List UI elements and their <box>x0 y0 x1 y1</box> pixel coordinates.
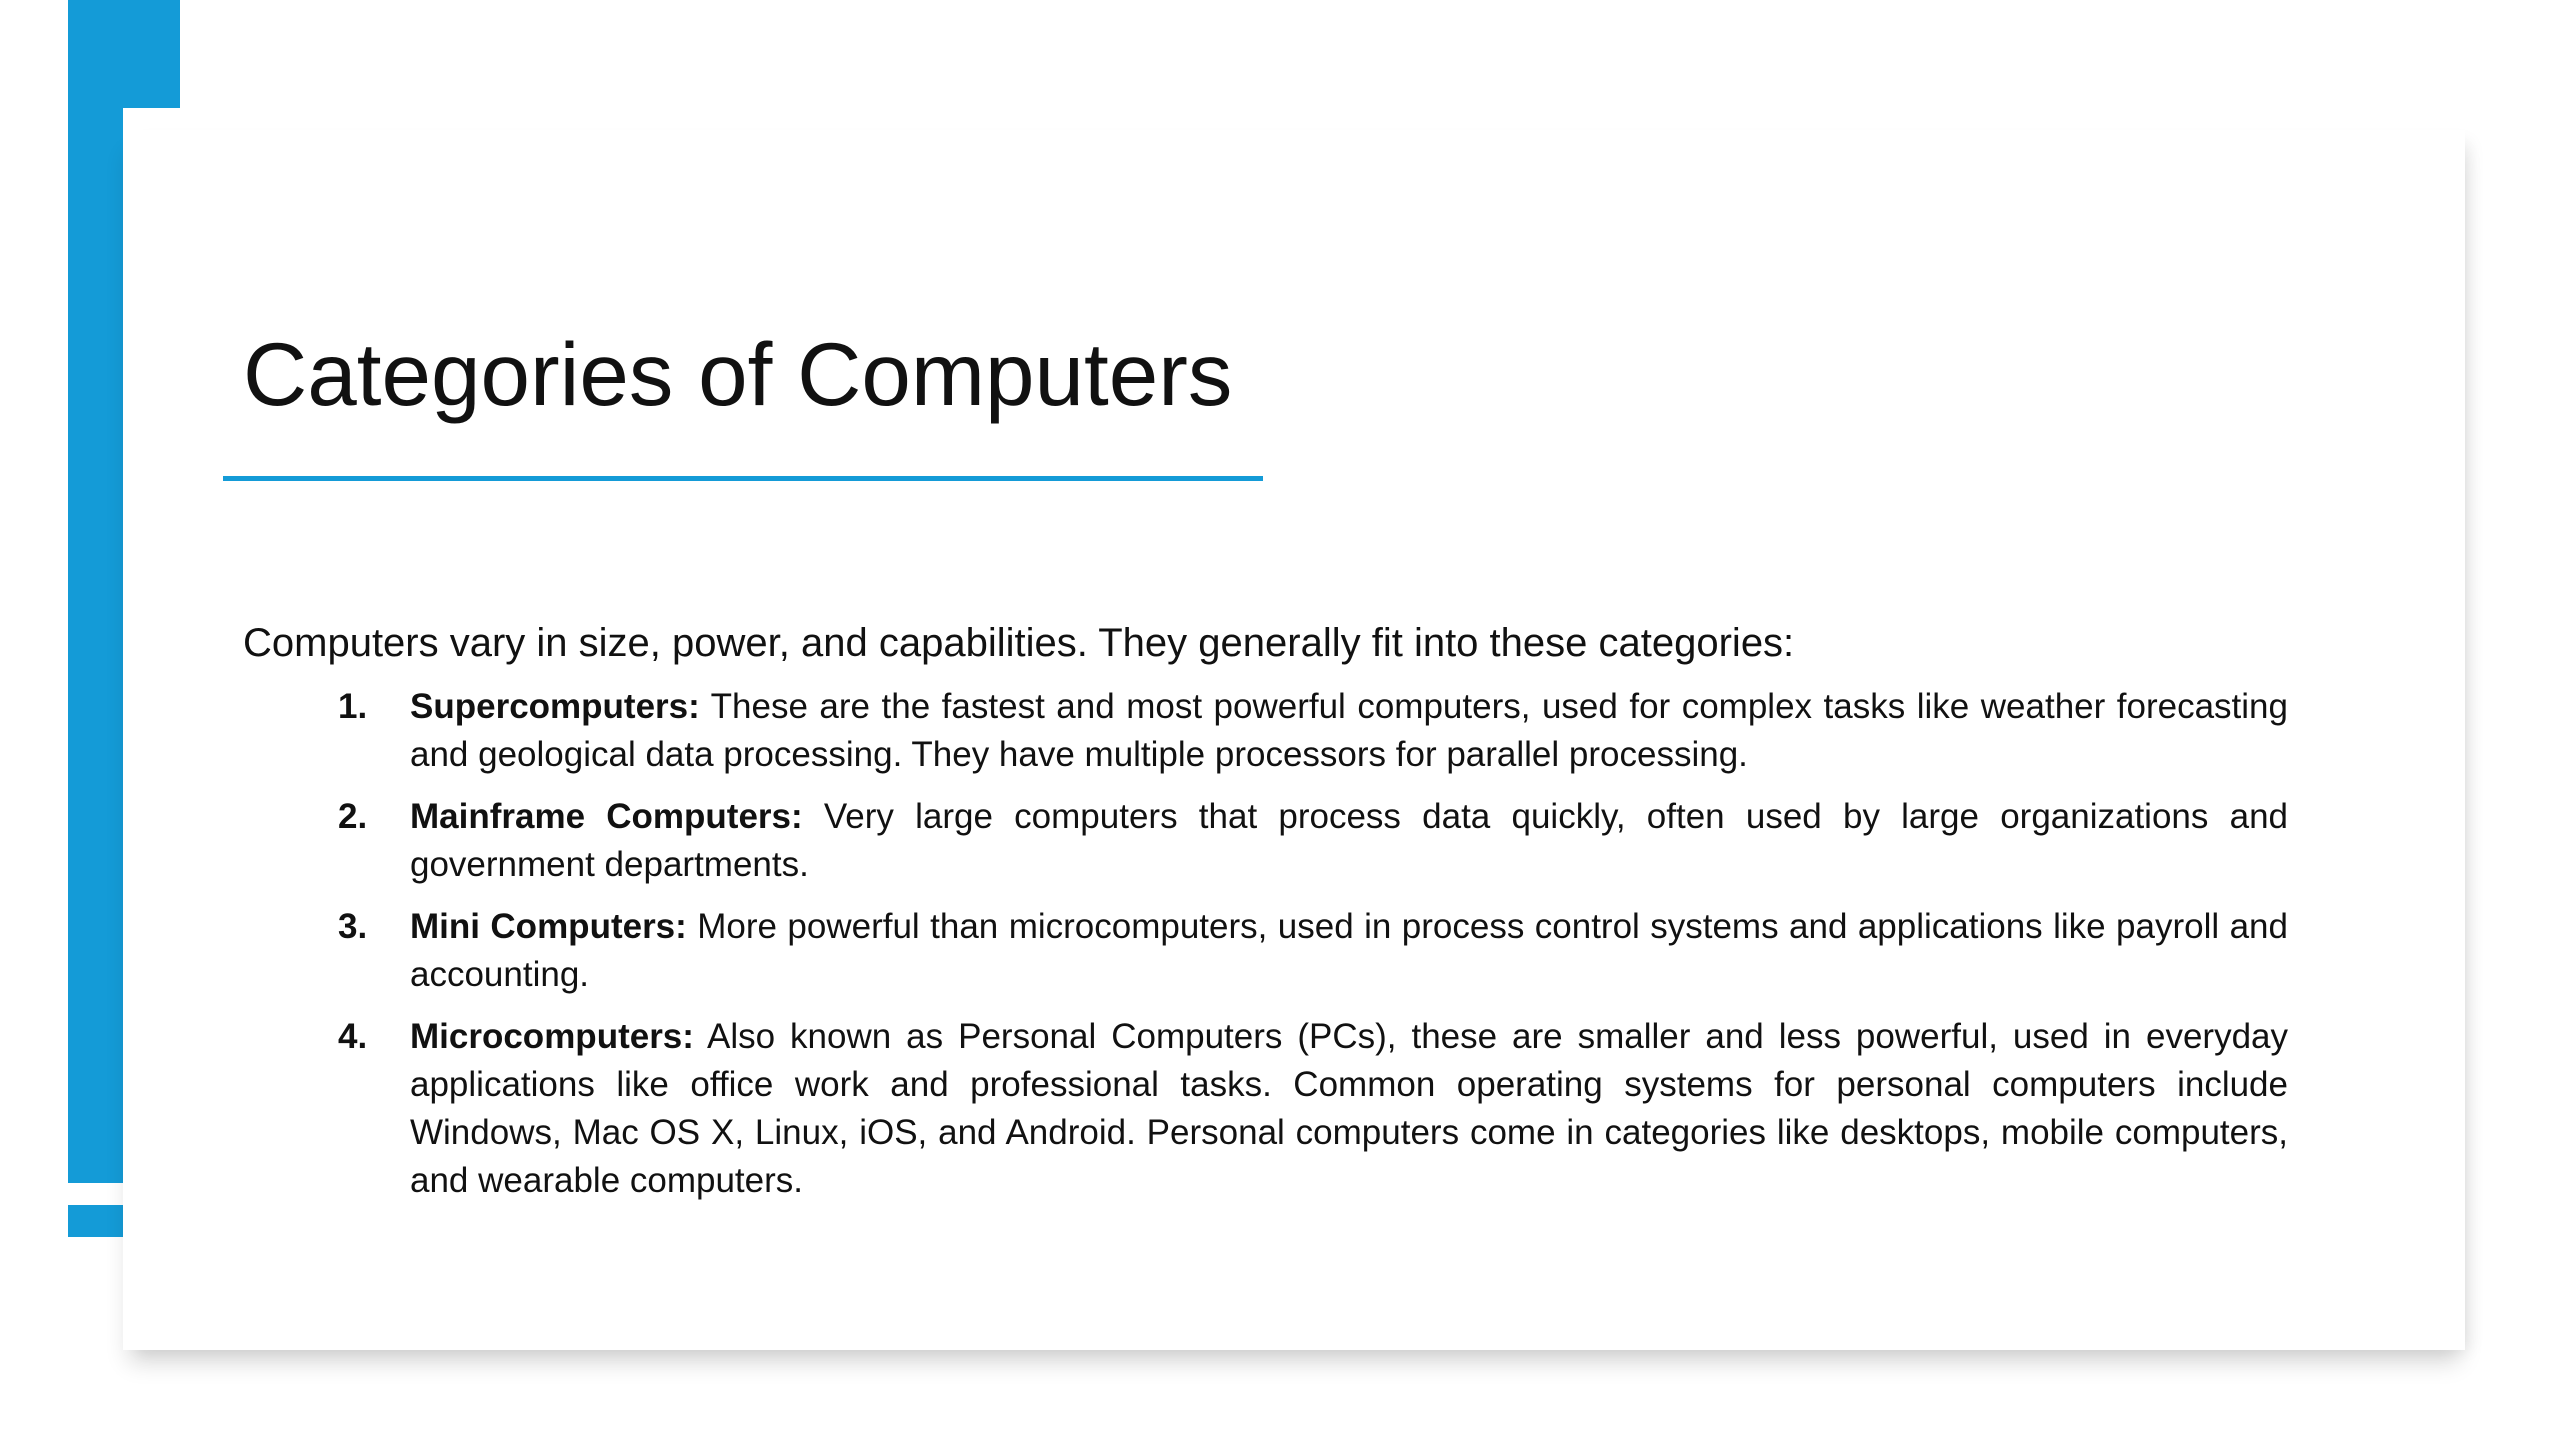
slide-title: Categories of Computers <box>243 324 1233 424</box>
title-underline <box>223 476 1263 481</box>
category-term: Mini Computers: <box>410 907 687 946</box>
category-item-supercomputers <box>338 683 2288 779</box>
accent-bar-left <box>68 108 123 1183</box>
categories-list <box>338 683 2288 1219</box>
category-item-mainframe <box>338 793 2288 889</box>
accent-block-top <box>68 0 180 108</box>
category-description: Very large computers that process data quickly, often used by large organizations and government departments. <box>410 797 2288 884</box>
category-term: Mainframe Computers: <box>410 797 803 836</box>
category-item-micro <box>338 1013 2288 1205</box>
accent-block-small <box>68 1205 123 1237</box>
intro-text: Computers vary in size, power, and capabilities. They generally fit into these categories: <box>243 621 1795 665</box>
category-term: Microcomputers: <box>410 1017 694 1056</box>
category-term: Supercomputers: <box>410 687 700 726</box>
category-number: 1. <box>338 687 368 726</box>
category-number: 2. <box>338 797 368 836</box>
category-number: 3. <box>338 907 368 946</box>
category-description: Also known as Personal Computers (PCs), these are smaller and less powerful, used in everyday applications like office work and professional tasks. Common operating systems for personal computers include Windows, Mac OS X, Linux, iOS, and Android. Personal computers come in categories like desktops, mobile computers, and wearable computers. <box>410 1017 2288 1200</box>
category-item-mini <box>338 903 2288 999</box>
category-number: 4. <box>338 1017 368 1056</box>
category-description: These are the fastest and most powerful computers, used for complex tasks like weather forecasting and geological data processing. They have multiple processors for parallel processing. <box>410 687 2288 774</box>
category-description: More powerful than microcomputers, used in process control systems and applications like payroll and accounting. <box>410 907 2288 994</box>
